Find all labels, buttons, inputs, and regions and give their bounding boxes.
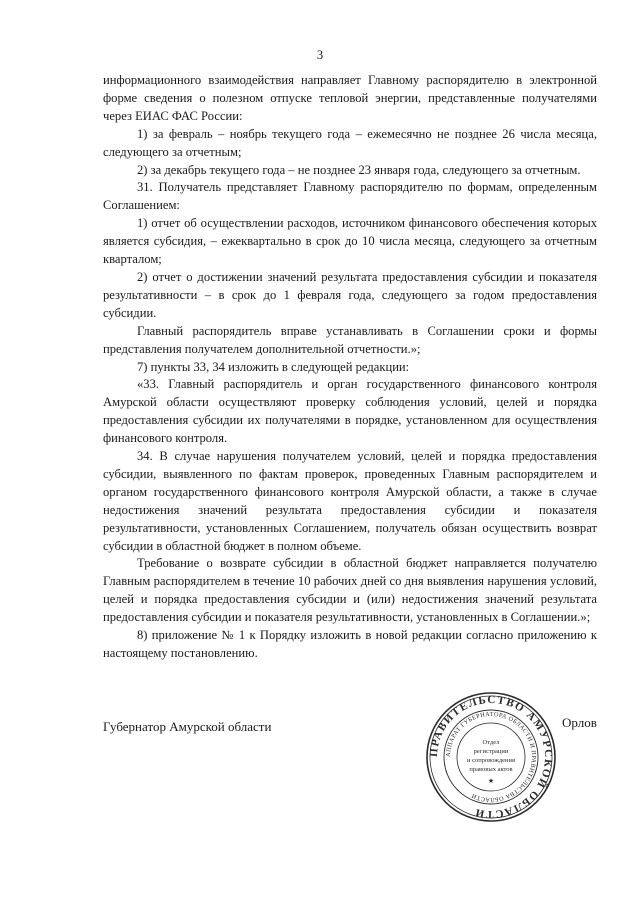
seal-center-line-2: регистрации (473, 748, 509, 755)
body-paragraph: 8) приложение № 1 к Порядку изложить в новой редакции согласно приложению к настоящему постановлению. (103, 628, 597, 660)
body-paragraph: информационного взаимодействия направляет Главному распорядителю в электронной форме сведения о полезном отпуске тепловой энергии, представленные получателями через ЕИАС ФАС России: (103, 73, 597, 123)
body-paragraph: 2) за декабрь текущего года – не позднее 23 января года, следующего за отчетным. (137, 162, 581, 177)
body-paragraph: 31. Получатель представляет Главному распорядителю по формам, определенным Соглашением: (103, 180, 597, 213)
signer-name: Орлов (562, 715, 597, 730)
body-paragraph: 1) за февраль – ноябрь текущего года – ежемесячно не позднее 26 числа месяца, следующего за отчетным; (103, 126, 597, 159)
signature-block (0, 693, 640, 821)
body-paragraph: 1) отчет об осуществлении расходов, источником финансового обеспечения которых является субсидия, – ежеквартально в срок до 10 числа месяца, следующего за отчетным кварталом; (103, 216, 597, 267)
body-paragraph: «33. Главный распорядитель и орган государственного финансового контроля Амурской области осуществляют проверку соблюдения условий, целей и порядка предоставления субсидии их получателями в порядке, установленном для осуществления финансового контроля. (103, 377, 597, 446)
seal-center-line-4: правовых актов (469, 766, 513, 773)
seal-center-line-3: и сопровождения (467, 757, 515, 764)
seal-inner-text: АППАРАТ ГУБЕРНАТОРА ОБЛАСТИ И ПРАВИТЕЛЬСТВА ОБЛАСТИ (444, 710, 538, 804)
document-body (103, 72, 597, 663)
body-paragraph: Главный распорядитель вправе устанавливать в Соглашении сроки и формы представления получателем дополнительной отчетности.»; (103, 323, 597, 356)
signer-title: Губернатор Амурской области (103, 719, 272, 734)
seal-center-line-1: Отдел (482, 739, 500, 746)
seal-star-icon: ★ (487, 777, 495, 785)
body-paragraph: 2) отчет о достижении значений результата предоставления субсидии и показателя результативности – в срок до 1 февраля года, следующего за годом предоставления субсидии. (103, 269, 597, 320)
official-seal (424, 690, 558, 824)
page-number: 3 (316, 48, 324, 62)
body-paragraph: 34. В случае нарушения получателем условий, целей и порядка предоставления субсидии, выявленного по фактам проверок, проведенных Главным распорядителем и органом государственного финансового контроля Амурской области, а также в случае недостижения значений результата предоставления субсидии и показателя результативности, установленных Соглашением, получатель обязан осуществить возврат субсидии в областной бюджет в полном объеме. (103, 449, 597, 553)
body-paragraph: Требование о возврате субсидии в областной бюджет направляется получателю Главным распорядителем в течение 10 рабочих дней со дня выявления нарушения условий, целей и порядка предоставления субсидии и (или) недостижения значений результата предоставления субсидии и показателя результативности, установленных в Соглашении.»; (103, 556, 597, 625)
seal-outer-text: ПРАВИТЕЛЬСТВО АМУРСКОЙ ОБЛАСТИ (427, 693, 555, 821)
body-paragraph: 7) пункты 33, 34 изложить в следующей редакции: (137, 359, 410, 374)
